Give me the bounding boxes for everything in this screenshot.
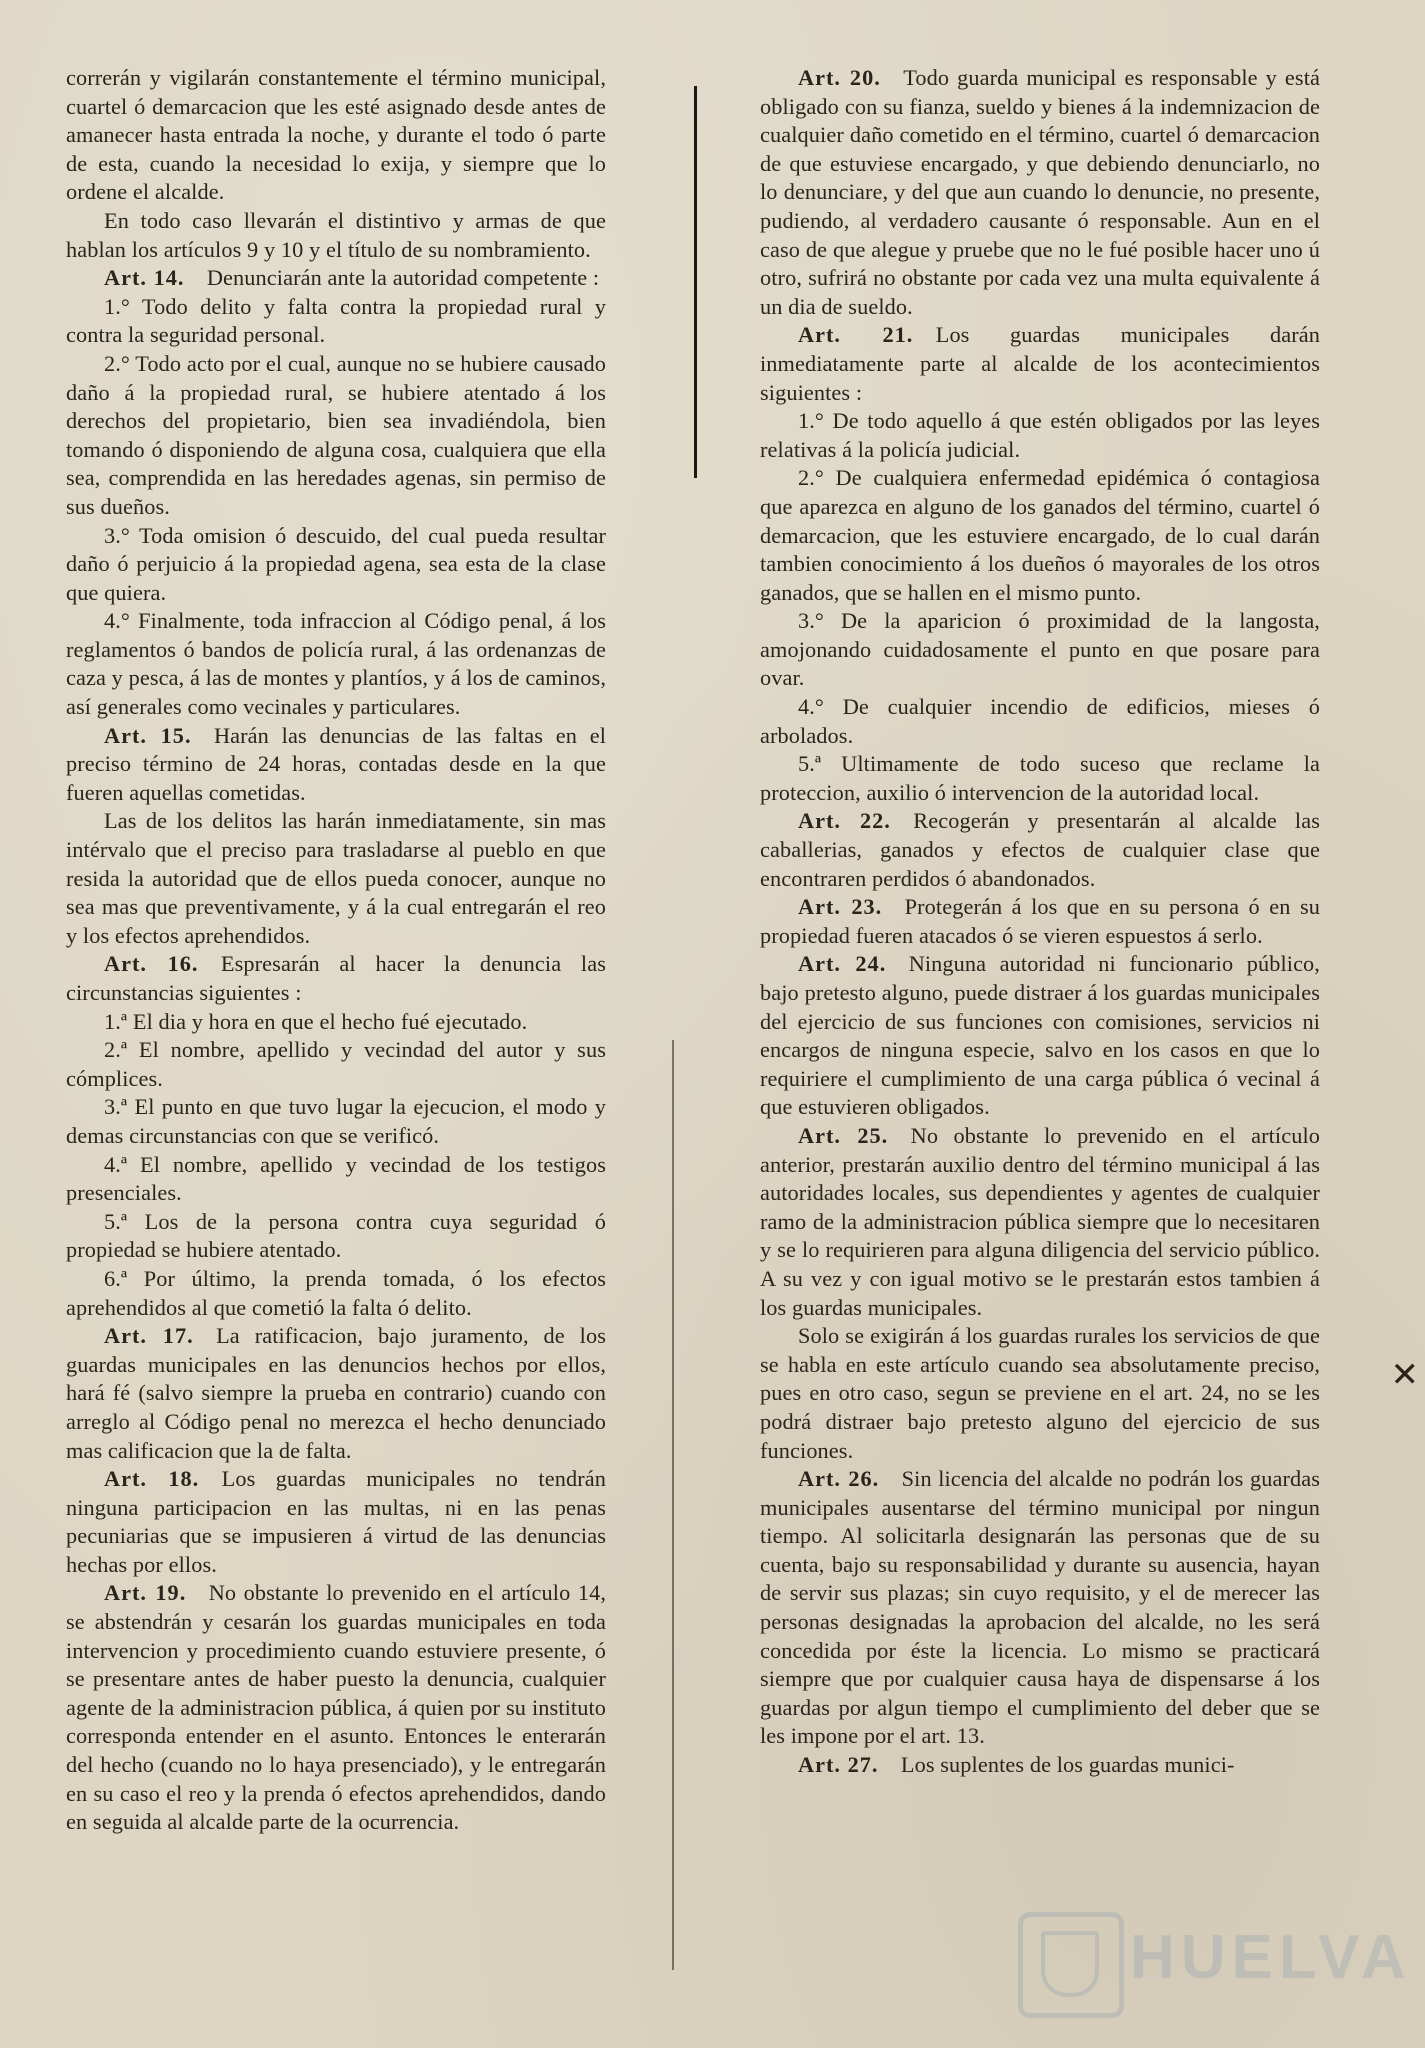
- paragraph-text: No obstante lo prevenido en el artículo anterior, prestarán auxilio dentro del término municipal á las autoridades locales, sus dependientes y agentes de cualquier ramo de la administracion pública siempre que lo necesitaren y se lo requirieren para alguna diligencia del servicio público. A su vez y con igual motivo se le prestarán estos tambien á los guardas municipales.: [760, 1122, 1320, 1320]
- watermark-text: HUELVA: [1130, 1923, 1412, 1992]
- paragraph: [66, 1208, 606, 1265]
- paragraph: [66, 1579, 606, 1836]
- paragraph-text: 1.ª El dia y hora en que el hecho fué ejecutado.: [104, 1008, 528, 1034]
- paragraph: [66, 1322, 606, 1465]
- paragraph: [66, 1151, 606, 1208]
- paragraph: [66, 293, 606, 350]
- margin-ink-mark: ✕: [1390, 1355, 1419, 1395]
- paragraph: [66, 1465, 606, 1579]
- column-divider-lower: [672, 1040, 674, 1970]
- article-label: Art. 27.: [798, 1752, 879, 1778]
- paragraph: [66, 207, 606, 264]
- right-column: [760, 64, 1320, 1780]
- article-label: Art. 25.: [798, 1122, 889, 1148]
- paragraph-text: No obstante lo prevenido en el artículo 14, se abstendrán y cesarán los guardas municipales en toda intervencion y procedimiento cuando estuviere presente, ó se presentare antes de haber puesto la denuncia, cualquier agente de la administracion pública, á quien por su instituto corresponda entender en el asunto. Entonces le enterarán del hecho (cuando no lo haya presenciado), y le entregarán en su caso el reo y la prenda ó efectos aprehendidos, dando en seguida al alcalde parte de la ocurrencia.: [66, 1580, 606, 1835]
- paragraph: [760, 464, 1320, 607]
- paragraph-text: 2.ª El nombre, apellido y vecindad del autor y sus cómplices.: [66, 1037, 606, 1091]
- column-divider-upper: [694, 86, 697, 478]
- paragraph-text: 4.° De cualquier incendio de edificios, mieses ó arbolados.: [760, 694, 1320, 748]
- paragraph: [66, 807, 606, 950]
- paragraph: [760, 750, 1320, 807]
- paragraph-text: La ratificacion, bajo juramento, de los guardas municipales en las denuncios hechos por ellos, hará fé (salvo siempre la prueba en contrario) cuando con arreglo al Código penal no merezca el hecho denunciado mas calificacion que la de falta.: [66, 1323, 606, 1463]
- paragraph: [66, 64, 606, 207]
- article-label: Art. 26.: [798, 1466, 880, 1492]
- paragraph: [66, 522, 606, 608]
- paragraph-text: 4.° Finalmente, toda infraccion al Código penal, á los reglamentos ó bandos de policía rural, á las ordenanzas de caza y pesca, á las de montes y plantíos, y á los de caminos, así generales como vecinales y particulares.: [66, 608, 606, 720]
- paragraph-text: Harán las denuncias de las faltas en el preciso término de 24 horas, contadas desde en la que fueren aquellas cometidas.: [66, 722, 607, 805]
- paragraph-text: Protegerán á los que en su persona ó en su propiedad fueren atacados ó se vieren espuestos á serlo.: [760, 894, 1320, 948]
- paragraph: [66, 950, 606, 1007]
- paragraph: [760, 693, 1320, 750]
- paragraph-text: Solo se exigirán á los guardas rurales los servicios de que se habla en este artículo cuando sea absolutamente preciso, pues en otro caso, segun se previene en el art. 24, no se les podrá distraer bajo pretesto alguno del ejercicio de sus funciones.: [760, 1323, 1320, 1463]
- seal-icon: [1018, 1912, 1124, 2018]
- article-label: Art. 23.: [798, 894, 883, 920]
- paragraph-text: 5.ª Los de la persona contra cuya seguridad ó propiedad se hubiere atentado.: [66, 1208, 606, 1263]
- paragraph: [66, 350, 606, 522]
- paragraph: [760, 893, 1320, 950]
- paragraph-text: 1.° De todo aquello á que estén obligados por las leyes relativas á la policía judicial.: [760, 408, 1320, 462]
- paragraph: [66, 1265, 606, 1322]
- paragraph-text: Sin licencia del alcalde no podrán los guardas municipales ausentarse del término municipal por ningun tiempo. Al solicitarla designarán las personas que de su cuenta, bajo su responsabilidad y durante su ausencia, hayan de servir sus plazas; sin cuyo requisito, y el de merecer las personas designadas la aprobacion del alcalde, no les será concedida por éste la licencia. Lo mismo se practicará siempre que por cualquier causa haya de dispensarse á los guardas por algun tiempo el cumplimiento del deber que se les impone por el art. 13.: [760, 1466, 1320, 1749]
- paragraph-text: En todo caso llevarán el distintivo y armas de que hablan los artículos 9 y 10 y el título de su nombramiento.: [66, 207, 606, 262]
- paragraph-text: Los guardas municipales no tendrán ninguna participacion en las multas, ni en las penas pecuniarias que se impusieren á virtud de las denuncias hechas por ellos.: [66, 1466, 606, 1577]
- paragraph: [66, 607, 606, 721]
- paragraph: [760, 1322, 1320, 1465]
- article-label: Art. 20.: [798, 65, 881, 90]
- paragraph: [760, 1122, 1320, 1322]
- paragraph: [760, 950, 1320, 1122]
- paragraph-text: 4.ª El nombre, apellido y vecindad de los testigos presenciales.: [66, 1151, 606, 1206]
- paragraph: [760, 607, 1320, 693]
- article-label: Art. 15.: [104, 722, 192, 748]
- article-label: Art. 16.: [104, 951, 199, 977]
- article-label: Art. 22.: [798, 808, 891, 834]
- paragraph-text: Los suplentes de los guardas munici-: [900, 1752, 1235, 1778]
- archive-watermark-logo: [1018, 1912, 1412, 2022]
- paragraph: [66, 1008, 606, 1037]
- paragraph: [760, 807, 1320, 893]
- paragraph-text: 1.° Todo delito y falta contra la propiedad rural y contra la seguridad personal.: [66, 293, 606, 348]
- paragraph-text: 3.ª El punto en que tuvo lugar la ejecucion, el modo y demas circunstancias con que se verificó.: [66, 1094, 606, 1148]
- paragraph-text: 2.° Todo acto por el cual, aunque no se hubiere causado daño á la propiedad rural, se hubiere atentado á los derechos del propietario, bien sea invadiéndola, bien tomando ó disponiendo de alguna cosa, cualquiera que ella sea, comprendida en las heredades agenas, sin permiso de sus dueños.: [66, 350, 606, 519]
- paragraph-text: Recogerán y presentarán al alcalde las caballerias, ganados y efectos de cualquier clase que encontraren perdidos ó abandonados.: [760, 808, 1320, 891]
- article-label: Art. 18.: [104, 1466, 200, 1492]
- paragraph-text: 6.ª Por último, la prenda tomada, ó los efectos aprehendidos al que cometió la falta ó delito.: [66, 1265, 606, 1320]
- paragraph: [760, 64, 1320, 321]
- article-label: Art. 21.: [798, 322, 914, 348]
- left-column: [66, 64, 606, 1837]
- paragraph: [760, 1465, 1320, 1751]
- paragraph: [760, 407, 1320, 464]
- paragraph-text: Ninguna autoridad ni funcionario público, bajo pretesto alguno, puede distraer á los guardas municipales del ejercicio de sus funciones con comisiones, servicios ni encargos de ninguna especie, salvo en los casos en que lo requiriere el cumplimiento de una carga pública ó vecinal á que estuvieren obligados.: [760, 951, 1320, 1120]
- paragraph-text: 3.° De la aparicion ó proximidad de la langosta, amojonando cuidadosamente el punto en que posare para ovar.: [760, 608, 1320, 691]
- article-label: Art. 24.: [798, 951, 887, 977]
- article-label: Art. 14.: [104, 265, 185, 291]
- paragraph: [66, 1036, 606, 1093]
- paragraph-text: Denunciarán ante la autoridad competente :: [206, 265, 600, 291]
- paragraph: [66, 264, 606, 293]
- paragraph-text: 3.° Toda omision ó descuido, del cual pueda resultar daño ó perjuicio á la propiedad agena, sea esta de la clase que quiera.: [66, 522, 606, 605]
- paragraph: [66, 722, 606, 808]
- paragraph-text: Los guardas municipales darán inmediatamente parte al alcalde de los acontecimientos siguientes :: [760, 322, 1320, 405]
- article-label: Art. 19.: [104, 1580, 187, 1606]
- paragraph: [760, 321, 1320, 407]
- paragraph-text: 2.° De cualquiera enfermedad epidémica ó contagiosa que aparezca en alguno de los ganados del término, cuartel ó demarcacion, que les estuviere encargado, de lo cual darán tambien conocimiento á los dueños ó mayorales de los otros ganados, que se hallen en el mismo punto.: [760, 465, 1320, 605]
- paragraph-text: Espresarán al hacer la denuncia las circunstancias siguientes :: [66, 951, 606, 1005]
- paragraph-text: correrán y vigilarán constantemente el término municipal, cuartel ó demarcacion que les esté asignado desde antes de amanecer hasta entrada la noche, y durante el todo ó parte de esta, cuando la necesidad lo exija, y siempre que lo ordene el alcalde.: [66, 65, 606, 205]
- paragraph-text: Las de los delitos las harán inmediatamente, sin mas intérvalo que el preciso para trasladarse al pueblo en que resida la autoridad que de ellos pueda conocer, aunque no sea mas que preventivamente, y á la cual entregarán el reo y los efectos aprehendidos.: [66, 808, 606, 948]
- paragraph: [760, 1751, 1320, 1780]
- article-label: Art. 17.: [104, 1323, 194, 1349]
- paragraph-text: Todo guarda municipal es responsable y está obligado con su fianza, sueldo y bienes á la indemnizacion de cualquier daño cometido en el término, cuartel ó demarcacion de que estuviese encargado, y que debiendo denunciarlo, no lo denunciare, y del que aun cuando lo denuncie, no presente, pudiendo, al verdadero causante ó responsable. Aun en el caso de que alegue y pruebe que no le fué posible hacer uno ú otro, sufrirá no obstante por cada vez una multa equivalente á un dia de sueldo.: [760, 65, 1320, 319]
- paragraph: [66, 1093, 606, 1150]
- paragraph-text: 5.ª Ultimamente de todo suceso que reclame la proteccion, auxilio ó intervencion de la autoridad local.: [760, 751, 1320, 805]
